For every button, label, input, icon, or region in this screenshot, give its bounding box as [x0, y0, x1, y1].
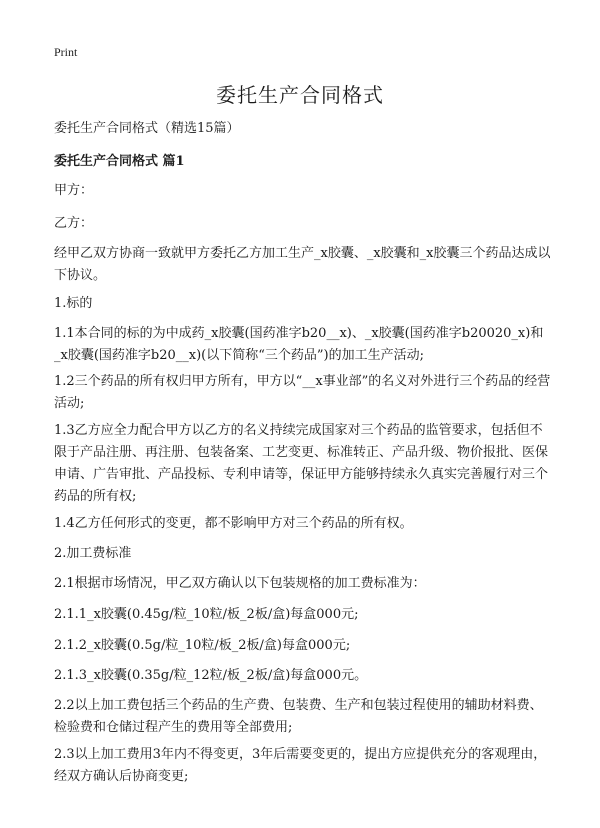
- paragraph-2-3: 2.3以上加工费用3年内不得变更，3年后需要变更的，提出方应提供充分的客观理由，经双方确认后协商变更;: [54, 747, 547, 784]
- paragraph-party-b: 乙方：: [54, 216, 94, 231]
- section-heading: 委托生产合同格式 篇1: [54, 154, 185, 169]
- paragraph-1-3: 1.3乙方应全力配合甲方以乙方的名义持续完成国家对三个药品的监管要求，包括但不限于产品注册、再注册、包装备案、工艺变更、标准转正、产品升级、物价报批、医保申请、广告审批、产品投标、专利申请等，保证甲方能够持续永久真实完善履行对三个药品的所有权;: [54, 423, 549, 504]
- paragraph-section-1: 1.标的: [54, 296, 93, 311]
- paragraph-1-2: 1.2三个药品的所有权归甲方所有，甲方以“__x事业部”的名义对外进行三个药品的经营活动;: [54, 374, 551, 411]
- document-title: 委托生产合同格式: [216, 83, 384, 107]
- paragraph-1-4: 1.4乙方任何形式的变更，都不影响甲方对三个药品的所有权。: [54, 516, 413, 531]
- print-link[interactable]: Print: [54, 45, 78, 59]
- paragraph-2-1-2: 2.1.2_x胶囊(0.5g/粒_10粒/板_2板/盒)每盒000元;: [54, 638, 351, 653]
- paragraph-section-2: 2.加工费标准: [54, 546, 132, 561]
- paragraph-2-1-1: 2.1.1_x胶囊(0.45g/粒_10粒/板_2板/盒)每盒000元;: [54, 607, 359, 622]
- paragraph-intro: 经甲乙双方协商一致就甲方委托乙方加工生产_x胶囊、_x胶囊和_x胶囊三个药品达成以下协议。: [54, 246, 551, 283]
- paragraph-2-1-3: 2.1.3_x胶囊(0.35g/粒_12粒/板_2板/盒)每盒000元。: [54, 668, 368, 683]
- paragraph-party-a: 甲方：: [54, 183, 94, 198]
- document-subtitle: 委托生产合同格式（精选15篇）: [54, 121, 240, 136]
- paragraph-2-1: 2.1根据市场情况，甲乙双方确认以下包装规格的加工费标准为：: [54, 576, 426, 591]
- paragraph-1-1: 1.1本合同的标的为中成药_x胶囊(国药准字b20__x)、_x胶囊(国药准字b20020_x)和_x胶囊(国药准字b20__x)(以下简称“三个药品”)的加工生产活动;: [54, 326, 544, 363]
- paragraph-2-2: 2.2以上加工费包括三个药品的生产费、包装费、生产和包装过程使用的辅助材料费、检验费和仓储过程产生的费用等全部费用;: [54, 698, 543, 735]
